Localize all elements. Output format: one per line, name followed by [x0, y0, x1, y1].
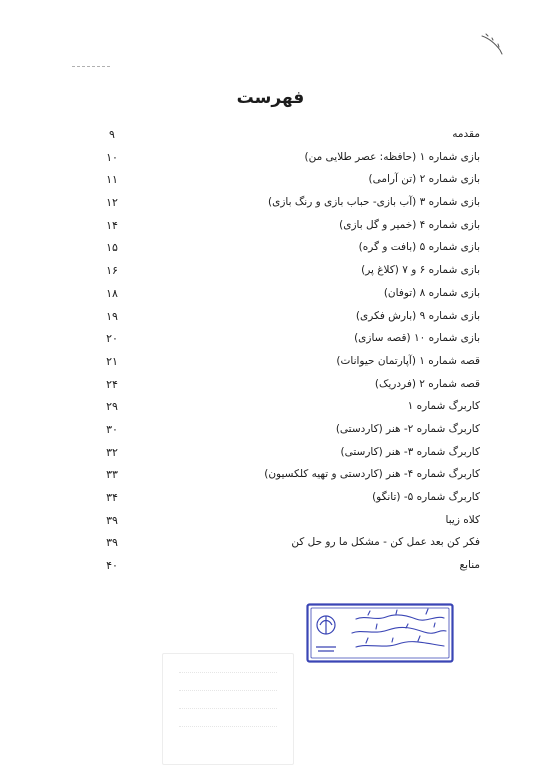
- toc-entry-page-number: ۱۹: [106, 309, 118, 323]
- faint-bleed-through: [162, 653, 294, 765]
- toc-entry-title: منابع: [459, 559, 480, 572]
- toc-entry-page-number: ۳۹: [106, 513, 118, 527]
- toc-entry-page-number: ۲۱: [106, 354, 118, 368]
- toc-entry: [100, 376, 480, 399]
- toc-entry-page-number: ۱۲: [106, 196, 118, 210]
- toc-entry-page-number: ۳۰: [106, 422, 118, 436]
- toc-entry-page-number: ۳۳: [106, 468, 118, 482]
- toc-entry-page-number: ۴۰: [106, 559, 118, 573]
- pencil-dash: [72, 66, 110, 67]
- toc-entry: [100, 353, 480, 376]
- toc-entry: [100, 444, 480, 467]
- toc-entry-title: بازی شماره ۵ (بافت و گره): [358, 241, 480, 254]
- toc-entry-page-number: ۳۹: [106, 536, 118, 550]
- toc-entry-title: کاربرگ شماره ۳- هنر (کارستی): [340, 445, 480, 458]
- toc-entry: [100, 285, 480, 308]
- toc-entry: [100, 308, 480, 331]
- toc-entry-title: کاربرگ شماره ۵- (تانگو): [372, 491, 480, 503]
- toc-entry-title: بازی شماره ۱ (حافظه: عصر طلایی من): [304, 150, 480, 163]
- toc-entry: [100, 239, 480, 262]
- toc-entry-title: بازی شماره ۶ و ۷ (کلاغ پر): [361, 264, 480, 277]
- toc-entry: [100, 398, 480, 421]
- toc-entry-title: کاربرگ شماره ۱: [407, 400, 480, 413]
- toc-entry: [100, 534, 480, 557]
- toc-entry-page-number: ۱۱: [106, 173, 118, 187]
- toc-entry: [100, 466, 480, 489]
- toc-entry: [100, 262, 480, 285]
- toc-entry-title: بازی شماره ۲ (تن آرامی): [368, 173, 480, 186]
- toc-entry-title: کاربرگ شماره ۴- هنر (کاردستی و تهیه کلکسیون): [264, 468, 480, 481]
- toc-entry: [100, 512, 480, 535]
- toc-entry-title: قصه شماره ۱ (آپارتمان حیوانات): [336, 354, 480, 367]
- toc-entry-title: کلاه زیبا: [445, 513, 480, 526]
- toc-entry-page-number: ۱۶: [106, 264, 118, 278]
- toc-entry: [100, 171, 480, 194]
- toc-entry-title: قصه شماره ۲ (فردریک): [374, 377, 480, 390]
- stamp-emblem-icon: [316, 616, 336, 651]
- page-title: فهرست: [236, 88, 305, 108]
- toc-entry-title: مقدمه: [452, 128, 480, 140]
- toc-entry-title: کاربرگ شماره ۲- هنر (کاردستی): [335, 422, 480, 435]
- toc-entry: [100, 557, 480, 580]
- toc-entry-page-number: ۳۴: [106, 491, 118, 504]
- toc-entry: [100, 330, 480, 353]
- toc-entry: [100, 217, 480, 240]
- library-stamp: [306, 603, 454, 663]
- stamp-text: [352, 609, 446, 647]
- table-of-contents: [100, 126, 480, 580]
- toc-entry: [100, 421, 480, 444]
- toc-entry-page-number: ۲۰: [106, 332, 118, 346]
- toc-entry-page-number: ۱۰: [106, 150, 118, 164]
- toc-entry-title: بازی شماره ۱۰ (قصه سازی): [354, 332, 480, 345]
- toc-entry-page-number: ۲۴: [106, 377, 118, 391]
- toc-entry-title: فکر کن بعد عمل کن - مشکل ما رو حل کن: [291, 536, 480, 549]
- pencil-mark-icon: [480, 28, 506, 58]
- toc-entry: [100, 489, 480, 512]
- toc-entry: [100, 194, 480, 217]
- toc-entry-page-number: ۱۴: [106, 218, 118, 232]
- toc-entry-page-number: ۹: [109, 128, 115, 141]
- toc-entry-page-number: ۲۹: [106, 400, 118, 414]
- toc-entry-title: بازی شماره ۹ (بارش فکری): [355, 309, 480, 322]
- toc-entry-page-number: ۳۲: [106, 445, 118, 459]
- toc-entry: [100, 149, 480, 172]
- toc-entry-page-number: ۱۵: [106, 241, 118, 255]
- toc-entry: [100, 126, 480, 149]
- toc-entry-page-number: ۱۸: [106, 286, 118, 300]
- toc-entry-title: بازی شماره ۸ (توفان): [383, 286, 480, 299]
- toc-entry-title: بازی شماره ۴ (خمیر و گل بازی): [339, 218, 480, 231]
- toc-entry-title: بازی شماره ۳ (آب بازی- حباب بازی و رنگ بازی): [268, 196, 480, 209]
